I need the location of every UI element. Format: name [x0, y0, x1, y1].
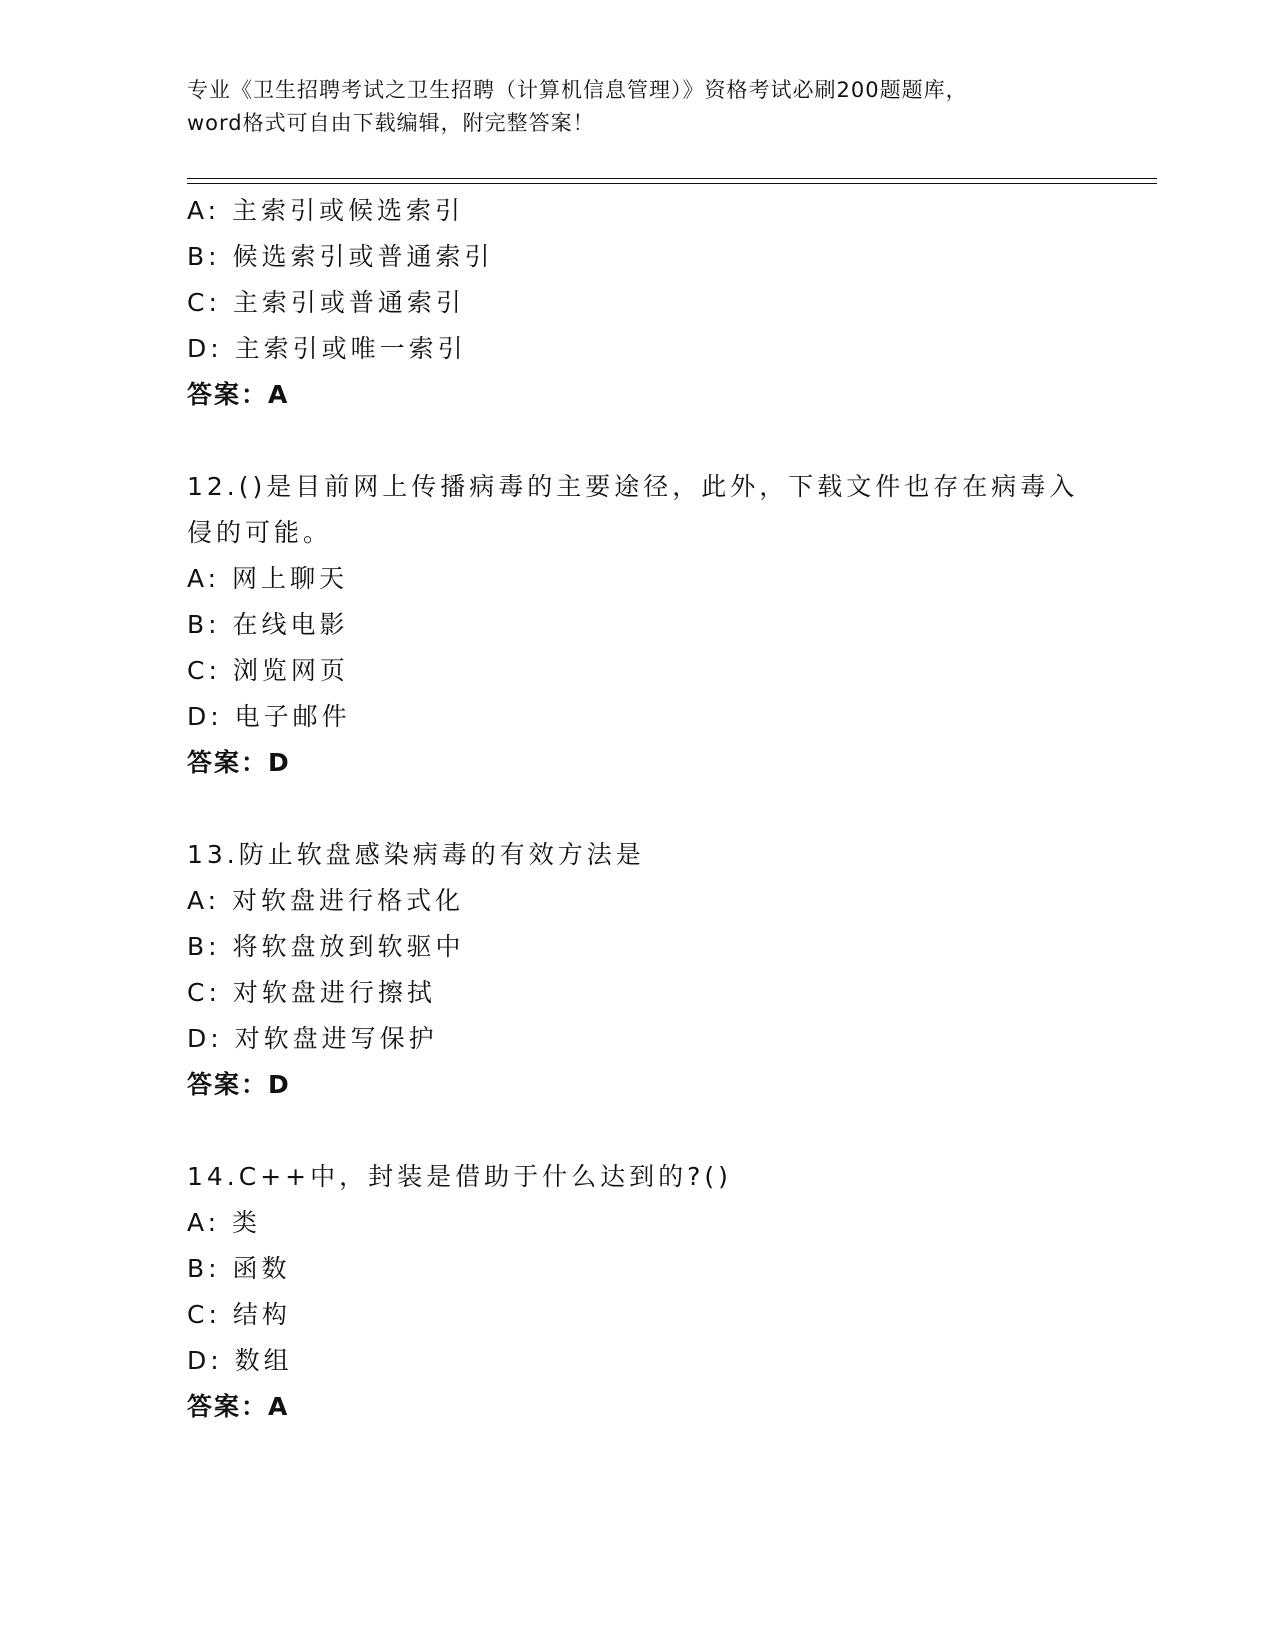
- spacer: [187, 1108, 1087, 1154]
- question-text: 13.防止软盘感染病毒的有效方法是: [187, 840, 645, 869]
- option-a: A: 对软盘进行格式化: [187, 886, 465, 915]
- option-d: D: 电子邮件: [187, 702, 351, 731]
- option-c: C: 结构: [187, 1300, 291, 1329]
- option-b: B: 函数: [187, 1254, 291, 1283]
- option-d: D: 主索引或唯一索引: [187, 334, 467, 363]
- header-title-line-1: 专业《卫生招聘考试之卫生招聘（计算机信息管理）》资格考试必刷200题题库，: [187, 78, 968, 102]
- question-list: [187, 188, 1087, 1430]
- answer-label: 答案：A: [187, 380, 290, 409]
- question-11: [187, 188, 1087, 418]
- question-13: [187, 832, 1087, 1108]
- document-header: [187, 74, 1087, 140]
- option-b: B: 候选索引或普通索引: [187, 242, 494, 271]
- question-text-line-1: 12.()是目前网上传播病毒的主要途径，此外，下载文件也存在病毒入: [187, 472, 1079, 501]
- option-d: D: 数组: [187, 1346, 293, 1375]
- question-12: [187, 464, 1087, 786]
- spacer: [187, 786, 1087, 832]
- option-c: C: 浏览网页: [187, 656, 349, 685]
- option-a: A: 网上聊天: [187, 564, 349, 593]
- spacer: [187, 418, 1087, 464]
- option-a: A: 主索引或候选索引: [187, 196, 465, 225]
- answer-label: 答案：A: [187, 1392, 290, 1421]
- answer-label: 答案：D: [187, 1070, 291, 1099]
- option-b: B: 将软盘放到软驱中: [187, 932, 465, 961]
- question-text: [187, 464, 1079, 556]
- question-14: [187, 1154, 1087, 1430]
- question-text: 14.C++中，封装是借助于什么达到的?(): [187, 1162, 732, 1191]
- option-a: A: 类: [187, 1208, 262, 1237]
- option-c: C: 对软盘进行擦拭: [187, 978, 436, 1007]
- option-c: C: 主索引或普通索引: [187, 288, 465, 317]
- question-text-line-2: 侵的可能。: [187, 518, 333, 547]
- header-divider: [187, 178, 1157, 184]
- header-title-line-2: word格式可自由下载编辑，附完整答案！: [187, 111, 595, 135]
- option-d: D: 对软盘进写保护: [187, 1024, 438, 1053]
- option-b: B: 在线电影: [187, 610, 349, 639]
- answer-label: 答案：D: [187, 748, 291, 777]
